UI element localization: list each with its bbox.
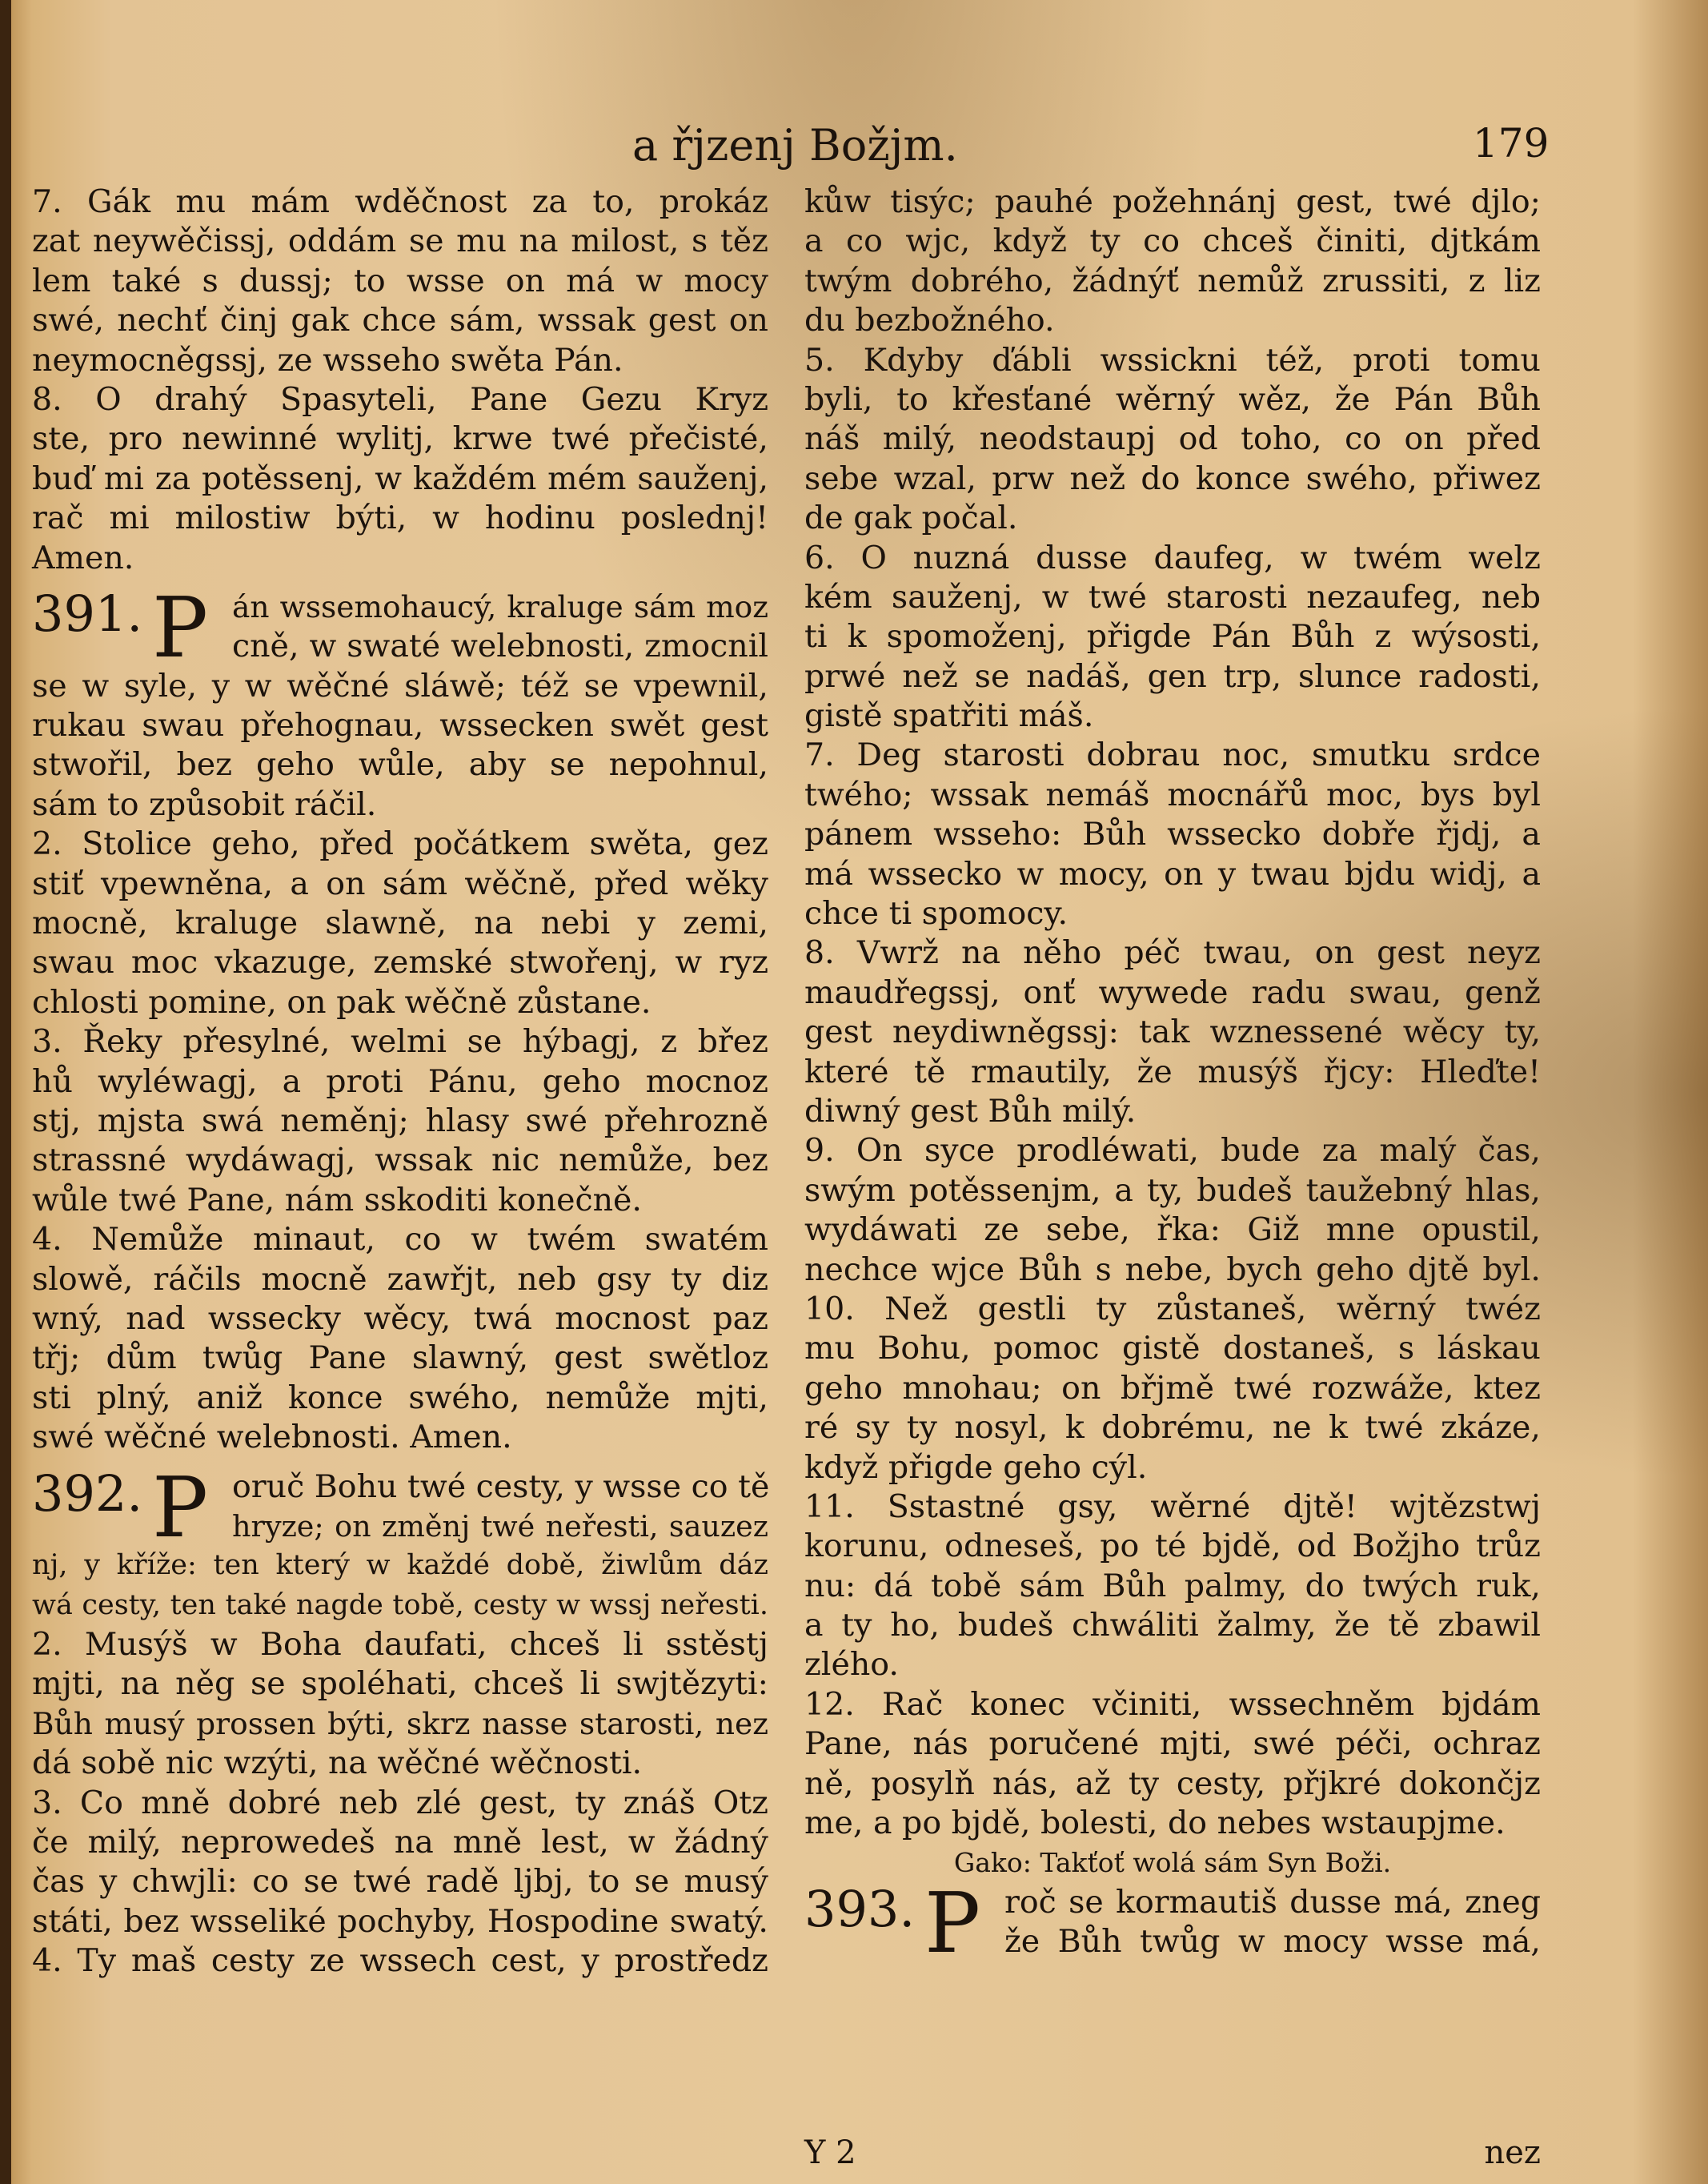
text-line: če milý, neprowedeš na mně lest, w žádný	[32, 1824, 768, 1861]
text-line: a ty ho, budeš chwáliti žalmy, že tě zbawil	[804, 1607, 1541, 1644]
text-line: gistě spatřiti máš.	[804, 697, 1094, 735]
text-line: 4. Ty maš cesty ze wssech cest, y prostředz	[32, 1942, 768, 1980]
text-line: wydáwati ze sebe, řka: Giž mne opustil,	[804, 1211, 1541, 1249]
text-line: roč se kormautiš dusse má, zneg	[1004, 1883, 1541, 1921]
text-line: se w syle, y w wěčné sláwě; též se vpewnil,	[32, 667, 768, 705]
text-line: 12. Rač konec včiniti, wssechněm bjdám	[804, 1685, 1541, 1723]
hymn-number: 393.	[804, 1879, 916, 1938]
right-column	[804, 183, 1541, 1972]
hymn-number: 391.	[32, 584, 143, 643]
drop-cap: P	[152, 578, 208, 676]
text-line: ně, posylň nás, až ty cesty, přjkré dokončjz	[804, 1764, 1541, 1802]
text-line: 4. Nemůže minaut, co w twém swatém	[32, 1221, 768, 1259]
text-line: rač mi milostiw býti, w hodinu poslednj!	[32, 500, 768, 537]
melody-attribution: Gako: Takťoť wolá sám Syn Boži.	[953, 1847, 1392, 1879]
hymn-391	[32, 578, 768, 1458]
text-line: 7. Gák mu mám wděčnost za to, prokáz	[32, 183, 768, 220]
text-line: které tě rmautily, že musýš řjcy: Hleďte!	[804, 1053, 1541, 1090]
text-line: hryze; on změnj twé neřesti, sauzez	[232, 1508, 768, 1544]
text-line: slowě, ráčils mocně zawřjt, neb gsy ty diz	[32, 1260, 768, 1298]
text-line: mu Bohu, pomoc gistě dostaneš, s láskau	[804, 1330, 1541, 1367]
text-line: 8. Vwrž na něho péč twau, on gest neyz	[804, 934, 1541, 972]
text-line: zlého.	[804, 1646, 899, 1684]
text-line: 3. Co mně dobré neb zlé gest, ty znáš Otz	[32, 1784, 768, 1821]
hymn-392	[32, 1458, 770, 1981]
text-line: 2. Musýš w Boha daufati, chceš li sstěstj	[32, 1626, 768, 1664]
text-line: státi, bez wsseliké pochyby, Hospodine swatý.	[32, 1902, 768, 1940]
text-line: zat neywěčissj, oddám se mu na milost, s těz	[32, 223, 768, 260]
text-line: mocně, kraluge slawně, na nebi y zemi,	[32, 905, 768, 942]
page-number: 179	[1473, 120, 1550, 167]
text-line: lem také s dussj; to wsse on má w mocy	[32, 262, 768, 299]
text-line: gest neydiwněgssj: tak wznessené wěcy ty,	[804, 1014, 1541, 1051]
hymn-number: 392.	[32, 1463, 143, 1523]
text-line: swé, nechť činj gak chce sám, wssak gest on	[32, 302, 768, 339]
text-line: že Bůh twůg w mocy wsse má,	[1004, 1923, 1541, 1961]
text-line: nechce wjce Bůh s nebe, bych geho djtě byl.	[804, 1251, 1541, 1288]
text-line: sti plný, aniž konce swého, nemůže mjti,	[32, 1379, 768, 1416]
text-line: stiť vpewněna, a on sám wěčně, před wěky	[32, 865, 768, 902]
text-line: 2. Stolice geho, před počátkem swěta, gez	[32, 825, 768, 863]
binding-edge	[0, 0, 11, 2184]
text-line: nj, y kříže: ten který w každé době, žiwlům dáz	[32, 1549, 768, 1582]
text-line: 3. Řeky přesylné, welmi se hýbagj, z břez	[32, 1023, 768, 1061]
hymn-393	[804, 1873, 1541, 1972]
text-line: maudřegssj, onť wywede radu swau, genž	[804, 974, 1541, 1011]
text-line: chlosti pomine, on pak wěčně zůstane.	[32, 983, 652, 1021]
text-line: 11. Sstastné gsy, wěrné djtě! wjtězstwj	[804, 1487, 1541, 1525]
text-line: stwořil, bez geho wůle, aby se nepohnul,	[32, 746, 768, 784]
drop-cap: P	[924, 1873, 980, 1972]
text-line: dá sobě nic wzýti, na wěčné wěčnosti.	[32, 1744, 643, 1782]
text-line: mjti, na něg se spoléhati, chceš li swjtězyti:	[32, 1665, 768, 1703]
text-line: swým potěssenjm, a ty, budeš taužebný hlas,	[804, 1171, 1541, 1209]
text-line: de gak počal.	[804, 500, 1018, 537]
text-line: twého; wssak nemáš mocnářů moc, bys byl	[804, 776, 1541, 813]
signature-mark: Y 2	[804, 2134, 856, 2171]
text-line: byli, to křesťané wěrný wěz, že Pán Bůh	[804, 380, 1541, 418]
text-line: Amen.	[32, 539, 134, 576]
text-line: 6. O nuzná dusse daufeg, w twém welz	[804, 539, 1541, 576]
text-line: 9. On syce prodléwati, bude za malý čas,	[804, 1132, 1541, 1170]
text-line: ti k spomoženj, přigde Pán Bůh z wýsosti,	[804, 618, 1541, 656]
text-line: geho mnohau; on břjmě twé rozwáže, ktez	[804, 1369, 1541, 1407]
page-footer	[804, 2134, 1541, 2174]
running-header	[0, 120, 1708, 176]
text-line: sebe wzal, prw než do konce swého, přiwez	[804, 460, 1541, 497]
text-line: sám to způsobit ráčil.	[32, 785, 377, 823]
text-line: 7. Deg starosti dobrau noc, smutku srdce	[804, 737, 1541, 774]
catchword: nez	[1484, 2134, 1541, 2171]
text-line: du bezbožného.	[804, 302, 1055, 339]
text-line: wá cesty, ten také nagde tobě, cesty w wssj neřesti.	[32, 1588, 768, 1621]
text-line: korunu, odneseš, po té bjdě, od Božjho trůz	[804, 1528, 1541, 1565]
text-line: cně, w swaté welebnosti, zmocnil	[232, 628, 768, 665]
text-line: twým dobrého, žádnýť nemůž zrussiti, z liz	[804, 262, 1541, 299]
text-line: kůw tisýc; pauhé požehnánj gest, twé djlo;	[804, 183, 1541, 220]
text-line: ste, pro newinné wylitj, krwe twé přečisté,	[32, 420, 768, 458]
text-line: strassné wydáwagj, wssak nic nemůže, bez	[32, 1142, 768, 1179]
text-line: 8. O drahý Spasyteli, Pane Gezu Kryz	[32, 380, 768, 418]
text-line: třj; dům twůg Pane slawný, gest swětloz	[32, 1339, 768, 1377]
text-line: buď mi za potěssenj, w každém mém sauženj,	[32, 460, 768, 497]
text-line: a co wjc, když ty co chceš činiti, djtkám	[804, 223, 1541, 260]
text-line: náš milý, neodstaupj od toho, co on před	[804, 420, 1541, 458]
text-line: swau moc vkazuge, zemské stwořenj, w ryz	[32, 944, 768, 982]
text-line: neymocněgssj, ze wsseho swěta Pán.	[32, 341, 623, 379]
text-line: rukau swau přehognau, wssecken swět gest	[32, 707, 768, 745]
text-line: kém sauženj, w twé starosti nezaufeg, neb	[804, 578, 1541, 616]
text-line: když přigde geho cýl.	[804, 1448, 1148, 1486]
text-line: čas y chwjli: co se twé radě ljbj, to se musý	[32, 1863, 768, 1901]
text-line: ré sy ty nosyl, k dobrému, ne k twé zkáze,	[804, 1409, 1541, 1447]
text-line: hů wyléwagj, a proti Pánu, geho mocnoz	[32, 1062, 768, 1100]
running-title: a řjzenj Božjm.	[632, 120, 958, 171]
text-line: me, a po bjdě, bolesti, do nebes wstaupjme.	[804, 1805, 1506, 1842]
text-line: oruč Bohu twé cesty, y wsse co tě	[232, 1467, 770, 1505]
text-line: swé wěčné welebnosti. Amen.	[32, 1419, 512, 1456]
text-line: wůle twé Pane, nám sskoditi konečně.	[32, 1181, 642, 1218]
text-line: wný, nad wssecky wěcy, twá mocnost paz	[32, 1299, 768, 1337]
text-line: chce ti spomocy.	[804, 895, 1068, 933]
text-line: Pane, nás poručené mjti, swé péči, ochraz	[804, 1725, 1541, 1763]
text-line: má wssecko w mocy, on y twau bjdu widj, a	[804, 855, 1541, 893]
left-column	[32, 183, 768, 1981]
text-line: pánem wsseho: Bůh wssecko dobře řjdj, a	[804, 816, 1541, 853]
drop-cap: P	[152, 1458, 208, 1556]
text-line: 5. Kdyby ďábli wssickni též, proti tomu	[804, 341, 1541, 379]
text-line: diwný gest Bůh milý.	[804, 1092, 1137, 1130]
text-line: nu: dá tobě sám Bůh palmy, do twých ruk,	[804, 1567, 1541, 1604]
text-line: stj, mjsta swá neměnj; hlasy swé přehrozně	[32, 1102, 768, 1139]
text-line: Bůh musý prossen býti, skrz nasse starosti, nez	[32, 1705, 768, 1741]
text-line: prwé než se nadáš, gen trp, slunce radosti,	[804, 657, 1541, 695]
text-line: án wssemohaucý, kraluge sám moz	[232, 588, 768, 624]
text-line: 10. Než gestli ty zůstaneš, wěrný twéz	[804, 1290, 1541, 1327]
